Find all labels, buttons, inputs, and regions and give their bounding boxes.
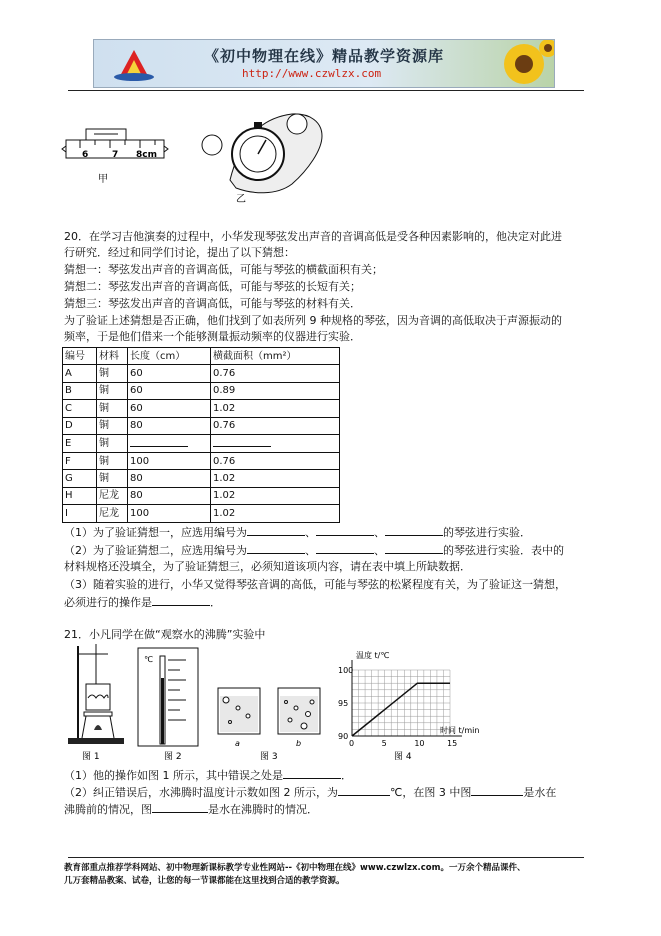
- q20-p3-end: ．: [210, 596, 221, 609]
- table-cell: 0.76: [211, 452, 340, 469]
- q20-guess-1: 猜想一：琴弦发出声音的音调高低，可能与琴弦的横截面积有关；: [64, 263, 383, 276]
- table-cell: 1.02: [211, 487, 340, 504]
- header-rule: [68, 90, 584, 91]
- q20-part-3-cont: [64, 594, 221, 611]
- figure-label-4: 图 4: [394, 752, 412, 762]
- q20-p1-text: （1）为了验证猜想一，应选用编号为: [64, 526, 247, 539]
- q21-part-2-cont: [64, 801, 318, 818]
- table-cell-blank-length[interactable]: [128, 434, 211, 452]
- answer-blank[interactable]: [338, 784, 390, 796]
- q21-part-2: [64, 784, 556, 801]
- q21-p1-end: ．: [341, 769, 352, 782]
- q21-p2-text-b: ℃，在图 3 中图: [390, 786, 472, 799]
- table-cell: 100: [128, 505, 211, 522]
- table-header-cell: 长度（cm）: [128, 348, 211, 365]
- table-header-cell: 横截面积（mm²）: [211, 348, 340, 365]
- table-cell: C: [63, 400, 97, 417]
- table-header-cell: 编号: [63, 348, 97, 365]
- logo-icon: [112, 46, 156, 82]
- table-row: [63, 417, 340, 434]
- ruler-tick-7: 7: [112, 150, 119, 160]
- table-row: [63, 452, 340, 469]
- q20-verify-1: 为了验证上述猜想是否正确，他们找到了如表所列 9 种规格的琴弦，因为音调的高低取决于声源振动的: [64, 314, 562, 327]
- table-cell: 铜: [97, 434, 128, 452]
- q21-p2-text: （2）纠正错误后，水沸腾时温度计示数如图 2 所示，为: [64, 786, 338, 799]
- q20-p2-end: 的琴弦进行实验．表中的: [443, 544, 564, 557]
- x-tick-label: 15: [447, 739, 458, 748]
- table-row: [63, 487, 340, 504]
- y-tick-label: 100: [338, 666, 354, 675]
- y-tick-label: 95: [338, 699, 349, 708]
- table-cell: A: [63, 365, 97, 382]
- answer-blank[interactable]: [247, 542, 305, 554]
- table-cell: 铜: [97, 400, 128, 417]
- table-cell: 1.02: [211, 505, 340, 522]
- header-banner: [93, 39, 555, 88]
- answer-blank[interactable]: [385, 524, 443, 536]
- table-row: [63, 365, 340, 382]
- table-cell: 铜: [97, 365, 128, 382]
- figure-2-thermometer: [138, 648, 198, 762]
- string-spec-table: [62, 347, 340, 523]
- table-header-row: [63, 348, 340, 365]
- table-row: [63, 400, 340, 417]
- figure-4-chart: [338, 650, 479, 762]
- table-cell-blank-area[interactable]: [211, 434, 340, 452]
- table-cell: 80: [128, 417, 211, 434]
- table-cell: 尼龙: [97, 487, 128, 504]
- header-url[interactable]: http://www.czwlzx.com: [242, 67, 382, 80]
- table-cell: H: [63, 487, 97, 504]
- answer-blank[interactable]: [152, 801, 208, 813]
- figure-label-yi: 乙: [236, 194, 246, 205]
- ruler-tick-6: 6: [82, 150, 89, 160]
- sunflower-icon: [494, 40, 554, 87]
- q21-p2-text-d: 沸腾前的情况，图: [64, 803, 152, 816]
- q20-part-3: （3）随着实验的进行，小华又觉得琴弦音调的高低，可能与琴弦的松紧程度有关，为了验证这一猜想，: [64, 578, 566, 591]
- table-cell: 100: [128, 452, 211, 469]
- table-row: [63, 470, 340, 487]
- q20-p3-text: 必须进行的操作是: [64, 596, 152, 609]
- header-title: 《初中物理在线》精品教学资源库: [204, 47, 445, 65]
- q21-title: 21．小凡同学在做“观察水的沸腾”实验中: [64, 628, 266, 641]
- y-tick-label: 90: [338, 732, 349, 741]
- table-cell: B: [63, 382, 97, 399]
- figure-1-apparatus: [68, 644, 124, 762]
- table-cell: 0.76: [211, 365, 340, 382]
- answer-blank[interactable]: [316, 542, 374, 554]
- q20-verify-2: 频率，于是他们借来一个能够测量振动频率的仪器进行实验．: [64, 330, 361, 343]
- table-cell: 铜: [97, 382, 128, 399]
- table-cell: 60: [128, 365, 211, 382]
- chart-y-label: 温度 t/℃: [356, 651, 390, 660]
- table-cell: 1.02: [211, 470, 340, 487]
- figure-label-1: 图 1: [82, 752, 100, 762]
- q20-guess-2: 猜想二：琴弦发出声音的音调高低，可能与琴弦的长短有关；: [64, 280, 361, 293]
- answer-blank[interactable]: [471, 784, 523, 796]
- q20-part-1: [64, 524, 531, 541]
- beaker-label-b: b: [296, 739, 302, 748]
- table-row: [63, 434, 340, 452]
- table-cell: 60: [128, 400, 211, 417]
- table-cell: 尼龙: [97, 505, 128, 522]
- thermometer-unit: ℃: [144, 655, 153, 664]
- separator: 、: [374, 526, 385, 539]
- x-tick-label: 10: [414, 739, 425, 748]
- table-cell: 1.02: [211, 400, 340, 417]
- q20-intro-2: 行研究．经过和同学们讨论，提出了以下猜想：: [64, 246, 295, 259]
- separator: 、: [305, 544, 316, 557]
- q21-part-1: [64, 767, 352, 784]
- table-row: [63, 382, 340, 399]
- table-cell: 铜: [97, 417, 128, 434]
- q21-p2-text-e: 是水在沸腾时的情况．: [208, 803, 318, 816]
- q20-guess-3: 猜想三：琴弦发出声音的音调高低，可能与琴弦的材料有关．: [64, 297, 361, 310]
- table-cell: F: [63, 452, 97, 469]
- chart-axes: [352, 660, 462, 736]
- table-cell: 铜: [97, 470, 128, 487]
- q20-p1-end: 的琴弦进行实验．: [443, 526, 531, 539]
- q20-part-2: [64, 542, 564, 559]
- answer-blank[interactable]: [247, 524, 305, 536]
- table-row: [63, 505, 340, 522]
- q21-p2-text-c: 是水在: [523, 786, 557, 799]
- figure-label-2: 图 2: [164, 752, 182, 762]
- q20-part-2-cont: 材料规格还没填全，为了验证猜想三，必须知道该项内容，请在表中填上所缺数据．: [64, 560, 471, 573]
- figure-label-jia: 甲: [98, 174, 108, 185]
- chart-grid: [352, 670, 450, 736]
- figure-ruler-stopwatch: [60, 110, 350, 210]
- table-cell: I: [63, 505, 97, 522]
- x-tick-label: 0: [349, 739, 355, 748]
- footer-line-1: 教育部重点推荐学科网站、初中物理新课标教学专业性网站--《初中物理在线》www.czwlzx.com。一万余个精品课件、: [64, 863, 526, 873]
- ruler-figure: [62, 129, 168, 185]
- beaker-label-a: a: [235, 739, 240, 748]
- q21-p1-text: （1）他的操作如图 1 所示，其中错误之处是: [64, 769, 283, 782]
- table-cell: E: [63, 434, 97, 452]
- table-cell: 0.76: [211, 417, 340, 434]
- separator: 、: [374, 544, 385, 557]
- table-header-cell: 材料: [97, 348, 128, 365]
- figure-label-3: 图 3: [260, 752, 278, 762]
- chart-x-label: 时间 t/min: [440, 726, 480, 735]
- separator: 、: [305, 526, 316, 539]
- answer-blank[interactable]: [316, 524, 374, 536]
- answer-blank[interactable]: [385, 542, 443, 554]
- answer-blank[interactable]: [283, 767, 341, 779]
- table-cell: 铜: [97, 452, 128, 469]
- table-cell: 80: [128, 470, 211, 487]
- table-cell: D: [63, 417, 97, 434]
- answer-blank[interactable]: [152, 594, 210, 606]
- q20-intro-1: 20．在学习吉他演奏的过程中，小华发现琴弦发出声音的音调高低是受各种因素影响的，他决定对此进: [64, 230, 562, 243]
- table-cell: 60: [128, 382, 211, 399]
- figure-3-beakers: [218, 688, 320, 762]
- table-cell: G: [63, 470, 97, 487]
- ruler-tick-8cm: 8cm: [136, 150, 157, 160]
- table-cell: 80: [128, 487, 211, 504]
- x-tick-label: 5: [381, 739, 387, 748]
- stopwatch-figure: [202, 114, 322, 205]
- footer-rule: [68, 857, 584, 858]
- table-cell: 0.89: [211, 382, 340, 399]
- footer-line-2: 几万套精品教案、试卷，让您的每一节课都能在这里找到合适的教学资源。: [64, 876, 345, 886]
- q20-p2-text: （2）为了验证猜想二，应选用编号为: [64, 544, 247, 557]
- q21-figures: [60, 640, 480, 765]
